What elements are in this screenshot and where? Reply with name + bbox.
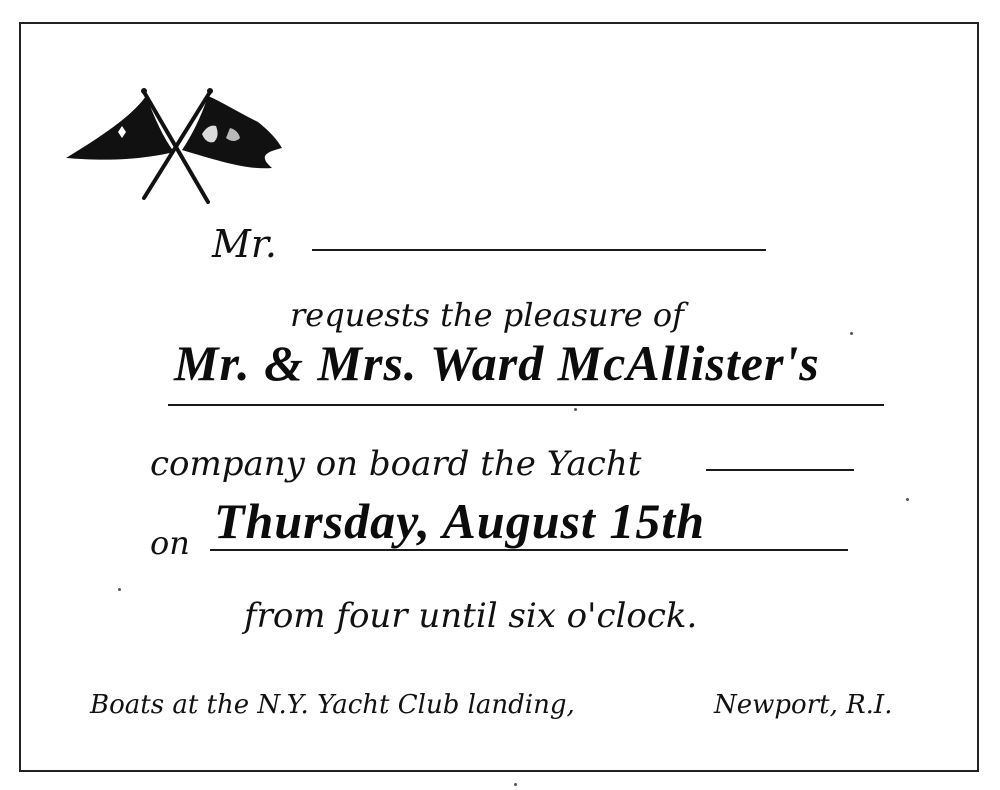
date-line [210, 549, 848, 551]
host-name-blank-line [312, 249, 766, 251]
print-speck [906, 498, 909, 501]
guest-names-handwritten: Mr. & Mrs. Ward McAllister's [174, 335, 820, 391]
date-handwritten: Thursday, August 15th [214, 493, 706, 549]
request-line: requests the pleasure of [290, 296, 684, 334]
print-speck [574, 408, 577, 411]
print-speck [118, 588, 121, 591]
yacht-name-blank-line [706, 469, 854, 471]
guest-names-line [168, 404, 884, 406]
time-line: from four until six o'clock. [244, 596, 698, 636]
crossed-yacht-flags-icon [62, 86, 284, 206]
boats-landing-line: Boats at the N.Y. Yacht Club landing, [90, 690, 575, 720]
salutation: Mr. [212, 222, 277, 266]
print-speck [514, 783, 517, 786]
print-speck [850, 332, 853, 335]
company-line: company on board the Yacht [150, 444, 642, 484]
on-label: on [150, 524, 190, 562]
place-line: Newport, R.I. [714, 690, 893, 720]
